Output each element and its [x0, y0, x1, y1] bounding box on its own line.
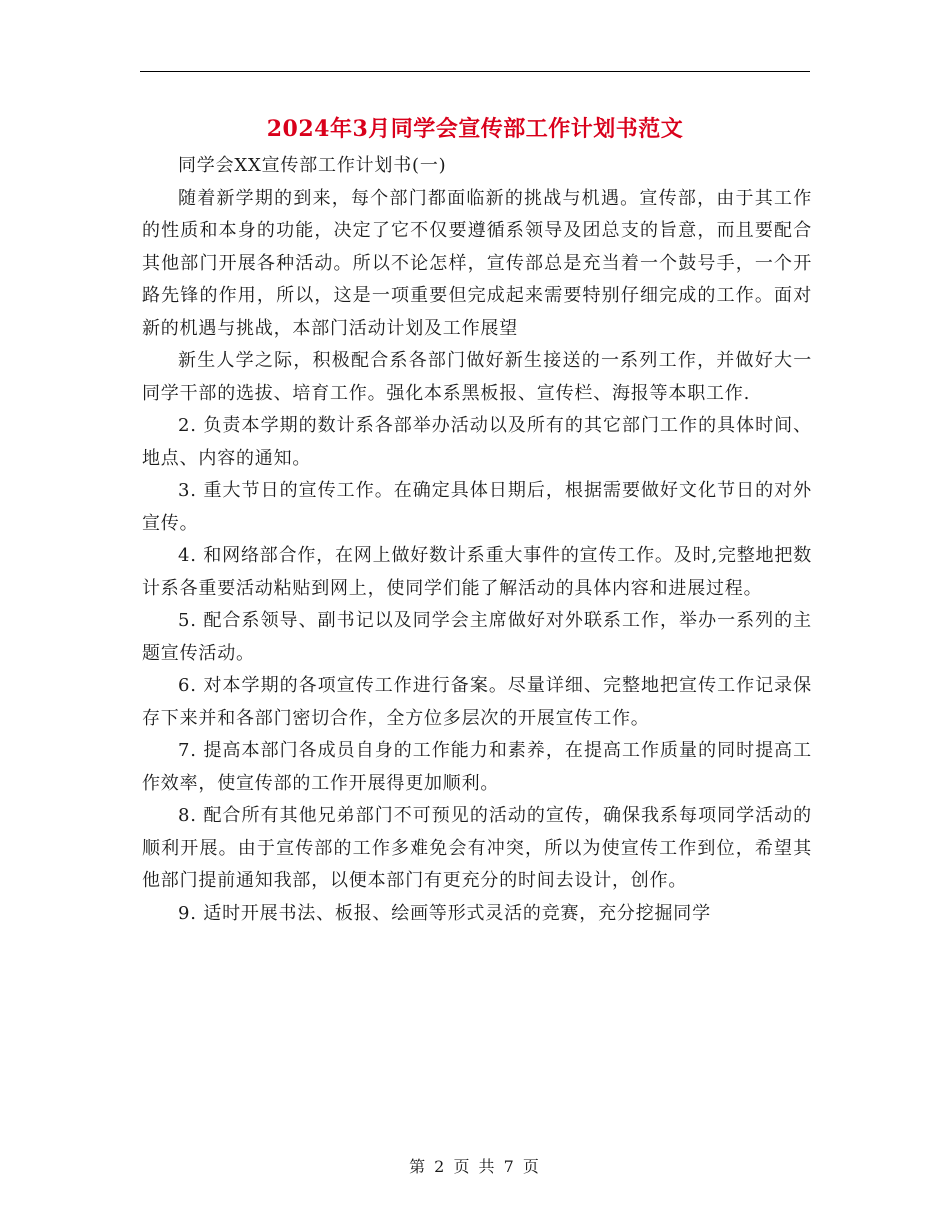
paragraph-item-7: 7. 提高本部门各成员自身的工作能力和素养，在提高工作质量的同时提高工作效率，使宣传部的工作开展得更加顺利。 — [142, 740, 812, 794]
paragraph-item-5: 5. 配合系领导、副书记以及同学会主席做好对外联系工作，举办一系列的主题宣传活动。 — [142, 610, 812, 664]
header-rule — [140, 71, 810, 72]
paragraph-item-4: 4. 和网络部合作，在网上做好数计系重大事件的宣传工作。及时,完整地把数计系各重要活动粘贴到网上，使同学们能了解活动的具体内容和进展过程。 — [142, 545, 812, 599]
document-body — [142, 150, 812, 930]
paragraph-item-9: 9. 适时开展书法、板报、绘画等形式灵活的竞赛，充分挖掘同学 — [178, 902, 711, 924]
paragraph-item-3: 3. 重大节日的宣传工作。在确定具体日期后，根据需要做好文化节日的对外宣传。 — [142, 480, 812, 534]
paragraph-intro: 随着新学期的到来，每个部门都面临新的挑战与机遇。宣传部，由于其工作的性质和本身的功能，决定了它不仅要遵循系领导及团总支的旨意，而且要配合其他部门开展各种活动。所以不论怎样，宣传部总是充当着一个鼓号手，一个开路先锋的作用，所以，这是一项重要但完成起来需要特别仔细完成的工作。面对新的机遇与挑战，本部门活动计划及工作展望 — [142, 187, 812, 339]
paragraph-subtitle: 同学会XX宣传部工作计划书(一) — [178, 155, 447, 176]
paragraph-item-8: 8. 配合所有其他兄弟部门不可预见的活动的宣传，确保我系每项同学活动的顺利开展。由于宣传部的工作多难免会有冲突，所以为使宣传工作到位，希望其他部门提前通知我部，以便本部门有更充分的时间去设计，创作。 — [142, 805, 812, 891]
document-title: 2024年3月同学会宣传部工作计划书范文 — [266, 116, 684, 142]
paragraph-item-1: 新生人学之际，积极配合系各部门做好新生接送的一系列工作，并做好大一同学干部的选拔、培育工作。强化本系黑板报、宣传栏、海报等本职工作. — [142, 350, 812, 404]
paragraph-item-6: 6. 对本学期的各项宣传工作进行备案。尽量详细、完整地把宣传工作记录保存下来并和各部门密切合作，全方位多层次的开展宣传工作。 — [142, 675, 812, 729]
paragraph-item-2: 2. 负责本学期的数计系各部举办活动以及所有的其它部门工作的具体时间、地点、内容的通知。 — [142, 415, 812, 469]
page-footer: 第 2 页 共 7 页 — [409, 1157, 541, 1176]
